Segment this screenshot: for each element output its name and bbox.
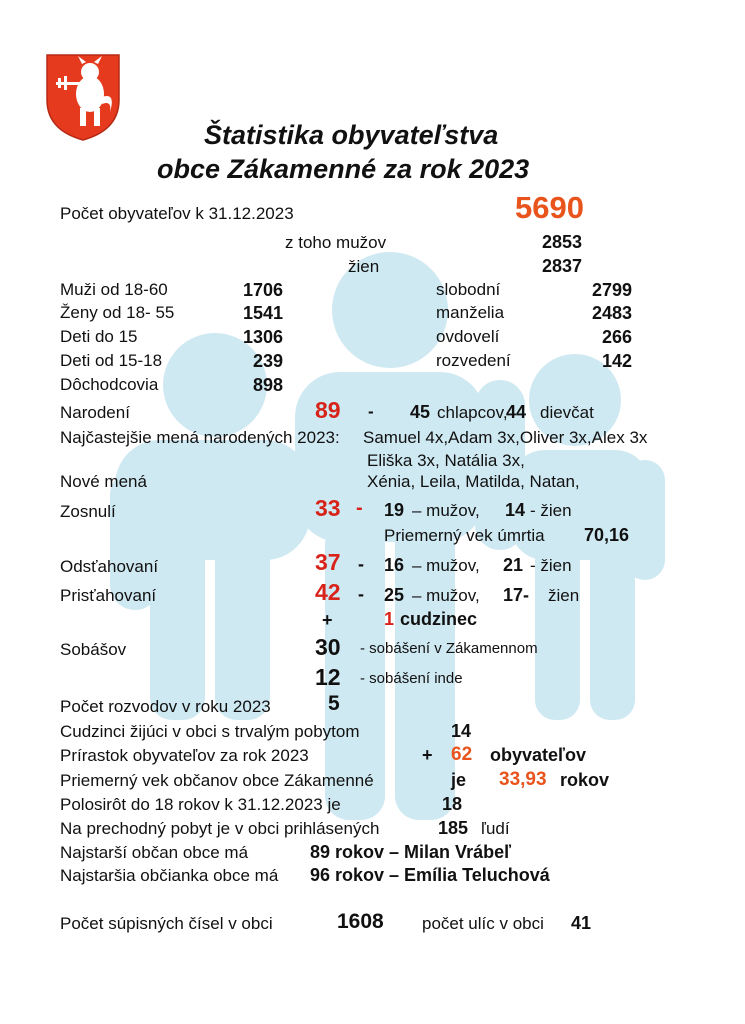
death-avg-value: 70,16 [584,525,630,545]
men-value: 2853 [542,232,583,252]
avg-age-unit: rokov [560,770,610,790]
growth-label: Prírastok obyvateľov za rok 2023 [60,746,309,765]
men-label: z toho mužov [285,233,387,252]
immigrated-dash: - [358,584,364,604]
age-value-1: 1541 [243,303,284,323]
oldest-woman-label: Najstaršia občianka obce má [60,866,279,885]
growth-value: 62 [451,744,473,765]
emigrated-men: 16 [384,555,405,575]
divorces-label: Počet rozvodov v roku 2023 [60,697,271,716]
emigrated-dash: - [358,554,364,574]
immigrated-foreign: 1 [384,609,395,629]
marital-value-2: 266 [602,327,633,347]
births-dash: - [368,402,374,421]
coat-of-arms-icon [44,52,122,142]
deaths-women: 14 [505,500,526,520]
avg-age-value: 33,93 [499,769,547,790]
immigrated-men-label: – mužov, [412,586,480,605]
foreigners-label: Cudzinci žijúci v obci s trvalým pobytom [60,722,360,741]
emigrated-total: 37 [315,549,341,575]
new-names: Xénia, Leila, Matilda, Natan, [367,472,580,491]
marital-label-3: rozvedení [436,351,511,370]
age-label-2: Deti do 15 [60,327,138,346]
streets-value: 41 [571,913,592,933]
new-names-label: Nové mená [60,472,147,491]
immigrated-foreign-label: cudzinec [400,609,478,629]
orphans-label: Polosirôt do 18 rokov k 31.12.2023 je [60,795,341,814]
age-value-3: 239 [253,351,284,371]
page-subtitle: obce Zákamenné za rok 2023 [157,154,530,184]
births-total: 89 [315,397,341,423]
women-label: žien [348,257,380,276]
streets-label: počet ulíc v obci [422,914,544,933]
marriages-label: Sobášov [60,640,127,659]
names-line2: Eliška 3x, Natália 3x, [367,451,525,470]
orphans-value: 18 [442,794,463,814]
marital-value-0: 2799 [592,280,633,300]
immigrated-label: Prisťahovaní [60,586,157,605]
immigrated-total: 42 [315,579,341,605]
death-avg-label: Priemerný vek úmrtia [384,526,545,545]
emigrated-label: Odsťahovaní [60,557,159,576]
marital-value-3: 142 [602,351,633,371]
names-label: Najčastejšie mená narodených 2023: [60,428,340,447]
marital-value-1: 2483 [592,303,633,323]
emigrated-women-label: - žien [530,556,572,575]
births-label: Narodení [60,403,130,422]
deaths-dash: - [356,497,363,519]
temporary-value: 185 [438,818,469,838]
marriages-local-label: - sobášení v Zákamennom [360,640,538,657]
emigrated-men-label: – mužov, [412,556,480,575]
marital-label-0: slobodní [436,280,501,299]
deaths-total: 33 [315,495,341,521]
foreigners-value: 14 [451,721,472,741]
age-label-4: Dôchodcovia [60,375,159,394]
immigrated-women: 17- [503,585,530,605]
temporary-label: Na prechodný pobyt je v obci prihlásených [60,819,380,838]
avg-age-je: je [451,770,467,790]
page-title: Štatistika obyvateľstva [204,120,499,150]
age-value-2: 1306 [243,327,284,347]
marriages-elsewhere-label: - sobášení inde [360,670,463,687]
houses-label: Počet súpisných čísel v obci [60,914,273,933]
women-value: 2837 [542,256,583,276]
growth-unit: obyvateľov [490,745,586,765]
emigrated-women: 21 [503,555,524,575]
births-boys-label: chlapcov, [437,403,508,422]
births-girls-label: dievčat [540,403,594,422]
age-value-0: 1706 [243,280,284,300]
oldest-man-label: Najstarší občan obce má [60,843,249,862]
marital-label-1: manželia [436,303,505,322]
oldest-woman-value: 96 rokov – Emília Teluchová [310,865,550,885]
avg-age-label: Priemerný vek občanov obce Zákamenné [60,771,374,790]
deaths-men: 19 [384,500,405,520]
oldest-man-value: 89 rokov – Milan Vrábeľ [310,842,512,862]
births-girls: 44 [506,402,527,422]
births-boys: 45 [410,402,431,422]
immigrated-men: 25 [384,585,405,605]
age-value-4: 898 [253,375,284,395]
population-label: Počet obyvateľov k 31.12.2023 [60,204,294,223]
age-label-0: Muži od 18-60 [60,280,168,299]
houses-value: 1608 [337,910,384,933]
immigrated-women-label: žien [548,586,580,605]
marriages-elsewhere: 12 [315,664,341,690]
growth-plus: + [422,745,433,765]
age-label-3: Deti od 15-18 [60,351,163,370]
marital-label-2: ovdovelí [436,327,500,346]
immigrated-plus: + [322,610,333,630]
deaths-label: Zosnulí [60,502,116,521]
temporary-unit: ľudí [481,819,510,838]
age-label-1: Ženy od 18- 55 [60,303,175,322]
population-total: 5690 [515,190,584,225]
marriages-local: 30 [315,634,341,660]
deaths-men-label: – mužov, [412,501,480,520]
deaths-women-label: - žien [530,501,572,520]
names-line1: Samuel 4x,Adam 3x,Oliver 3x,Alex 3x [363,428,648,447]
divorces-value: 5 [328,692,340,715]
